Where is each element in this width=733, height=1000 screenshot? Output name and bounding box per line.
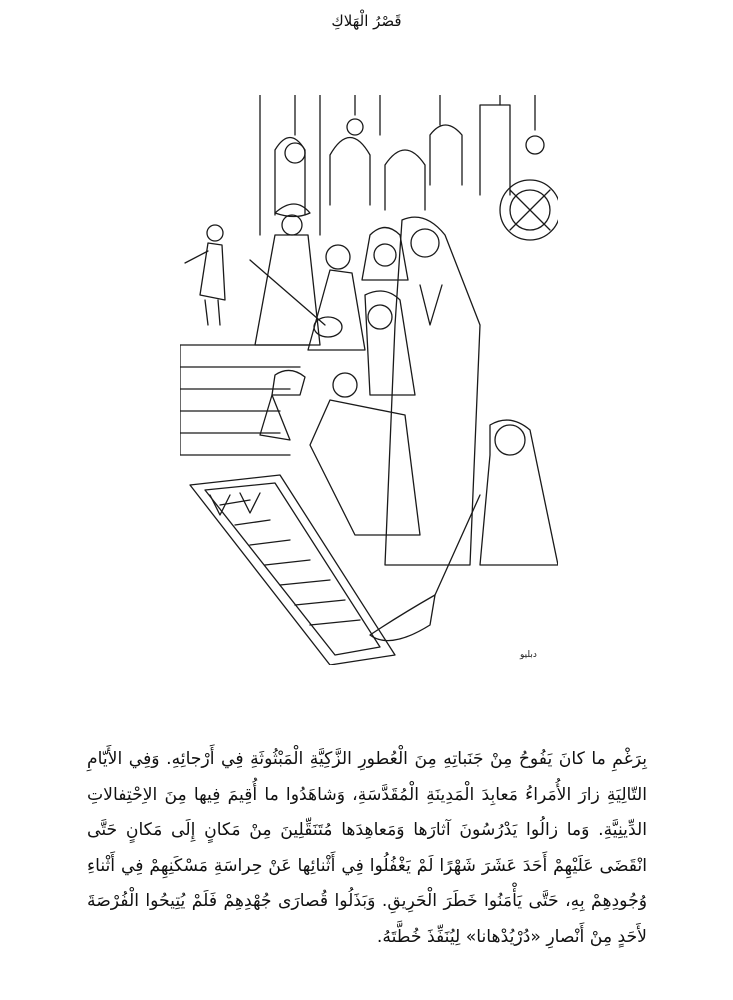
body-paragraph: بِرَغْمِ ما كانَ يَفُوحُ مِنْ جَنَباتِهِ مِنَ الْعُطورِ الزَّكِيَّةِ الْمَبْثُوثَةِ فِي أَرْجائِهِ. وَفِي الأَيّامِ التّالِيَةِ زارَ الأُمَراءُ مَعابِدَ الْمَدِينَةِ الْمُقَدَّسَةِ، وَشاهَدُوا ما أُقِيمَ فِيها مِنَ الاِحْتِفالاتِ الدِّينِيَّةِ. وَما زالُوا يَدْرُسُونَ آثارَها وَمَعاهِدَها مُتَنَقِّلِينَ مِنْ مَكانٍ إِلَى مَكانٍ حَتَّى انْقَضَى عَلَيْهِمْ أَحَدَ عَشَرَ شَهْرًا لَمْ يَغْفُلُوا فِي أَثْنائِها عَنْ حِراسَةِ مَسْكَنِهِمْ فِي أَثْناءِ وُجُودِهِمْ بِهِ، حَتَّى يَأْمَنُوا خَطَرَ الْحَرِيقِ. وَبَذَلُوا قُصارَى جُهْدِهِمْ فَلَمْ يُتِيحُوا الْفُرْصَةَ لأَحَدٍ مِنْ أَنْصارِ «دُرْيُدْهانا» لِيُنَفِّذَ خُطَّتَهُ. xyxy=(87,749,647,947)
palace-women-illustration xyxy=(180,95,558,665)
artist-signature: ﺩﺑﻠﻴﻮ xyxy=(520,650,537,660)
page-title: قَصْرُ الْهَلاكِ xyxy=(331,12,402,30)
